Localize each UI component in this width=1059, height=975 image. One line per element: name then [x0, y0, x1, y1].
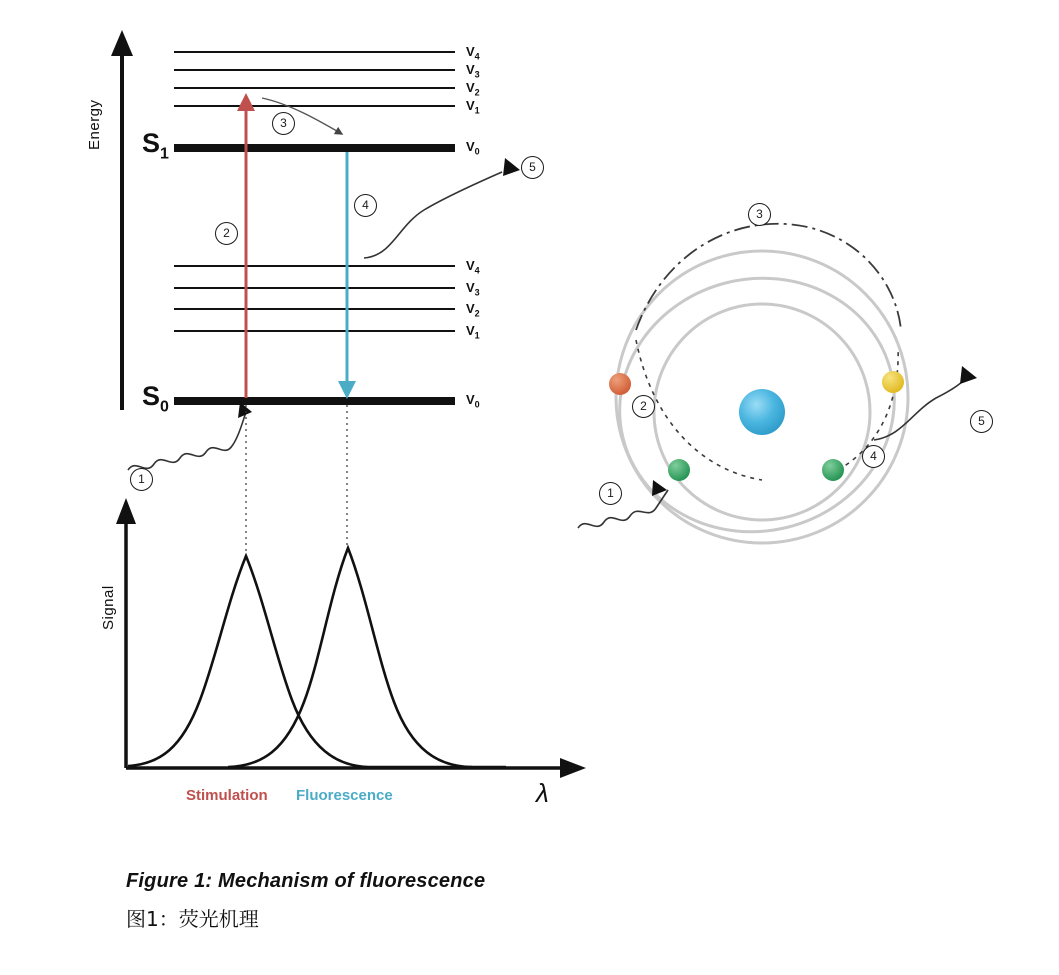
legend-fluorescence: Fluorescence — [296, 787, 393, 804]
vib-label-excited-v1 — [466, 98, 480, 116]
electron-relaxed-yellow — [882, 371, 904, 393]
projection-lines — [246, 405, 347, 556]
ground-vibrational-levels — [174, 266, 455, 331]
lambda-axis-label: λ — [536, 778, 549, 808]
vib-label-ground-v3 — [466, 280, 480, 298]
vib-letter: V — [466, 44, 475, 59]
s0-letter: S — [142, 381, 161, 411]
vib-letter: V — [466, 280, 475, 295]
vib-subscript: 0 — [474, 399, 480, 410]
step-marker-3-atom: 3 — [748, 203, 771, 226]
vib-label-excited-v4 — [466, 44, 480, 62]
vib-subscript: 1 — [474, 330, 480, 341]
figure-caption-zh: 图1：荧光机理 — [126, 907, 259, 931]
vib-subscript: 2 — [474, 87, 480, 98]
step-marker-3-jablonski: 3 — [272, 112, 295, 135]
vib-label-ground-v1 — [466, 323, 480, 341]
step-marker-2-atom: 2 — [632, 395, 655, 418]
vib-subscript: 4 — [474, 265, 480, 276]
vib-label-ground-v2 — [466, 301, 480, 319]
step-marker-5-jablonski: 5 — [521, 156, 544, 179]
incoming-photon-squiggle — [128, 412, 246, 470]
legend-stimulation: Stimulation — [186, 787, 268, 804]
vib-letter: V — [466, 98, 475, 113]
vib-letter: V — [466, 139, 475, 154]
state-label-s0 — [142, 381, 169, 416]
s1-letter: S — [142, 128, 161, 158]
excited-vibrational-levels — [174, 52, 455, 106]
vib-subscript: 1 — [474, 105, 480, 116]
state-label-s1 — [142, 128, 169, 163]
step-marker-2-jablonski: 2 — [215, 222, 238, 245]
vib-label-excited-v2 — [466, 80, 480, 98]
electron-excited-orange — [609, 373, 631, 395]
vib-subscript: 2 — [474, 308, 480, 319]
vib-label-excited-v0 — [466, 139, 480, 157]
step-marker-4-jablonski: 4 — [354, 194, 377, 217]
stimulation-curve — [128, 556, 472, 767]
energy-axis-label: Energy — [86, 99, 103, 150]
callout-5-leader — [364, 172, 502, 258]
step-marker-4-atom: 4 — [862, 445, 885, 468]
figure-caption-en: Figure 1: Mechanism of fluorescence — [126, 870, 486, 892]
step-marker-5-atom: 5 — [970, 410, 993, 433]
vib-subscript: 0 — [474, 146, 480, 157]
vib-letter: V — [466, 258, 475, 273]
vib-label-excited-v3 — [466, 62, 480, 80]
vib-letter: V — [466, 323, 475, 338]
spectra-axes — [116, 498, 586, 778]
vib-letter: V — [466, 392, 475, 407]
electron-ground-green-right — [822, 459, 844, 481]
atom-callout-5-arrowhead — [960, 366, 977, 384]
step-marker-1-atom: 1 — [599, 482, 622, 505]
fluorescence-curve — [228, 548, 506, 767]
callout-5-arrowhead — [503, 158, 520, 176]
energy-axis — [111, 30, 133, 410]
vib-subscript: 3 — [474, 287, 480, 298]
vib-label-ground-v0 — [466, 392, 480, 410]
vib-letter: V — [466, 301, 475, 316]
vib-letter: V — [466, 62, 475, 77]
step-marker-1-jablonski: 1 — [130, 468, 153, 491]
electron-ground-green-left — [668, 459, 690, 481]
vib-subscript: 3 — [474, 69, 480, 80]
vib-subscript: 4 — [474, 51, 480, 62]
s1-subscript: 1 — [160, 145, 169, 163]
nucleus — [739, 389, 785, 435]
vib-label-ground-v4 — [466, 258, 480, 276]
signal-axis-label: Signal — [100, 585, 117, 630]
s0-subscript: 0 — [160, 398, 169, 416]
vib-letter: V — [466, 80, 475, 95]
